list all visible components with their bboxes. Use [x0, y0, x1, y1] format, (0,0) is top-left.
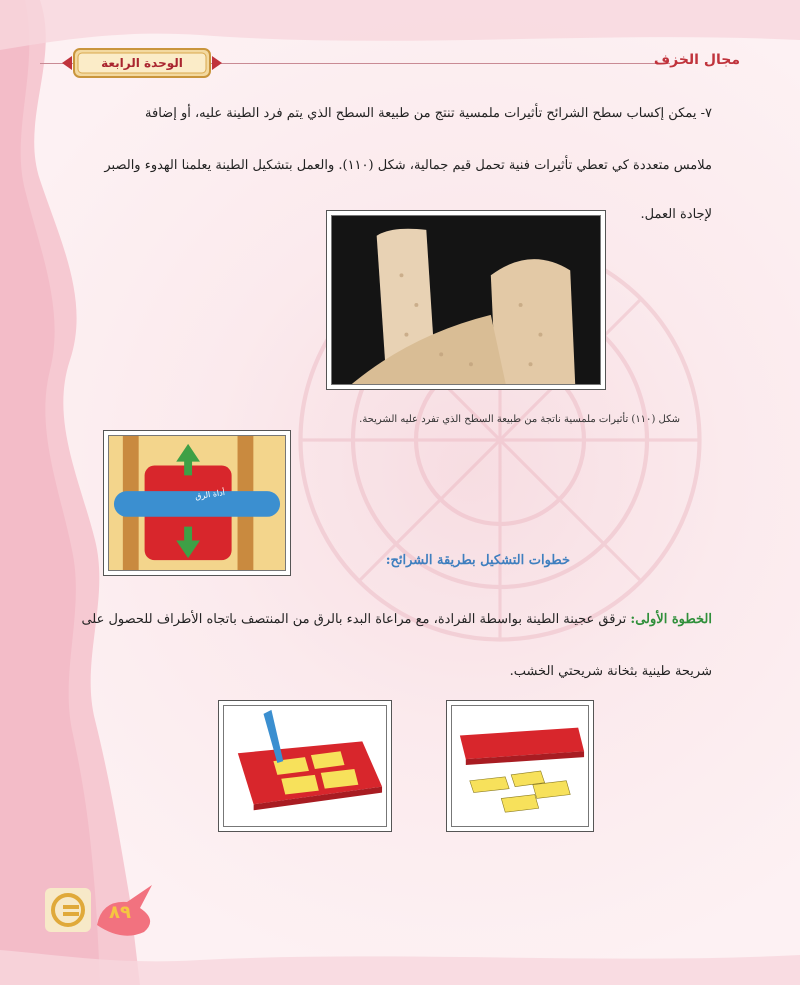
field-title: مجال الخزف — [653, 52, 740, 68]
publisher-logo-icon — [45, 888, 91, 932]
rolling-tool-frame — [103, 430, 291, 576]
step-1-line — [81, 610, 712, 630]
rolling-tool-label: أداة الرق — [194, 487, 226, 502]
figure-110-photo — [331, 215, 601, 385]
unit-label: الوحدة الرابعة — [101, 56, 183, 70]
slab-pieces-frame — [446, 700, 594, 832]
section-heading: خطوات التشكيل بطريقة الشرائح: — [385, 553, 570, 568]
slab-pieces-illustration — [451, 705, 589, 827]
step-1-text: ترقق عجينة الطينة بواسطة الفرادة، مع مراعاة البدء بالرق من المنتصف باتجاه الأطراف للحصول على — [81, 612, 627, 627]
figure-110-caption: شكل (١١٠) تأثيرات ملمسية ناتجة من طبيعة السطح الذي تفرد عليه الشريحة. — [359, 414, 680, 425]
rolling-tool-illustration — [108, 435, 286, 571]
paragraph-line: لإجادة العمل. — [640, 207, 712, 222]
paragraph-line: ٧- يمكن إكساب سطح الشرائح تأثيرات ملمسية تنتج من طبيعة السطح الذي يتم فرد الطينة عليه، أو إضافة — [145, 106, 712, 121]
cutting-slab-illustration — [223, 705, 387, 827]
step-1-line-2: شريحة طينية بثخانة شريحتي الخشب. — [509, 664, 712, 679]
paragraph-line: ملامس متعددة كي تعطي تأثيرات فنية تحمل قيم جمالية، شكل (١١٠). والعمل بتشكيل الطينة يعلمنا الهدوء والصبر — [104, 158, 712, 173]
figure-110-frame — [326, 210, 606, 390]
step-1-title: الخطوة الأولى: — [630, 612, 712, 627]
cutting-slab-frame — [218, 700, 392, 832]
page-number: ٨٩ — [109, 902, 131, 923]
